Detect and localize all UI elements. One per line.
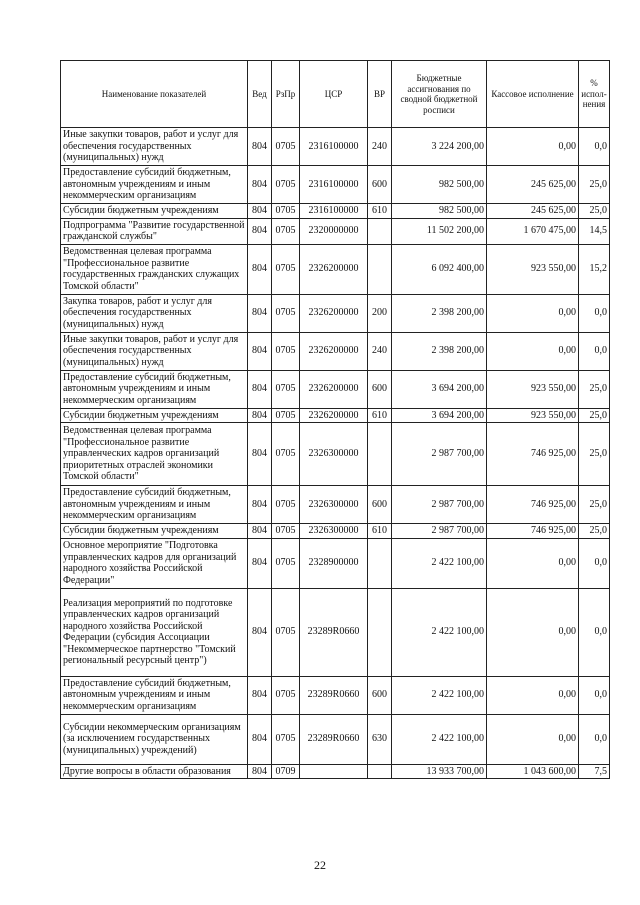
table-row <box>61 218 610 244</box>
row-budget: 982 500,00 <box>392 166 487 204</box>
row-cash: 0,00 <box>487 332 579 370</box>
table-row <box>61 676 610 714</box>
table-row <box>61 714 610 764</box>
table-row <box>61 294 610 332</box>
row-name: Субсидии бюджетным учреждениям <box>61 204 248 219</box>
row-pct: 7,5 <box>579 764 610 779</box>
row-vr: 240 <box>368 332 392 370</box>
row-rzpr: 0705 <box>272 128 300 166</box>
row-budget: 982 500,00 <box>392 204 487 219</box>
row-vr: 240 <box>368 128 392 166</box>
row-pct: 0,0 <box>579 588 610 676</box>
row-vr: 200 <box>368 294 392 332</box>
row-name: Субсидии бюджетным учреждениям <box>61 408 248 423</box>
row-rzpr: 0705 <box>272 676 300 714</box>
row-rzpr: 0705 <box>272 370 300 408</box>
row-pct: 15,2 <box>579 244 610 294</box>
table-row <box>61 423 610 486</box>
row-vr <box>368 588 392 676</box>
row-ved: 804 <box>248 128 272 166</box>
row-cash: 245 625,00 <box>487 204 579 219</box>
row-ved: 804 <box>248 204 272 219</box>
row-csr: 2326300000 <box>300 423 368 486</box>
row-csr: 2328900000 <box>300 538 368 588</box>
row-pct: 25,0 <box>579 370 610 408</box>
row-csr: 23289R0660 <box>300 714 368 764</box>
row-cash: 923 550,00 <box>487 408 579 423</box>
row-rzpr: 0705 <box>272 538 300 588</box>
row-vr <box>368 538 392 588</box>
row-rzpr: 0705 <box>272 244 300 294</box>
row-rzpr: 0705 <box>272 524 300 539</box>
row-pct: 25,0 <box>579 408 610 423</box>
row-vr: 610 <box>368 524 392 539</box>
row-vr: 600 <box>368 370 392 408</box>
row-rzpr: 0705 <box>272 294 300 332</box>
row-budget: 2 398 200,00 <box>392 332 487 370</box>
row-name: Ведомственная целевая программа "Профессиональное развитие управленческих кадров организаций приоритетных отраслей экономики Томской области" <box>61 423 248 486</box>
row-csr: 2326300000 <box>300 486 368 524</box>
row-csr: 2316100000 <box>300 204 368 219</box>
row-budget: 2 422 100,00 <box>392 538 487 588</box>
row-cash: 746 925,00 <box>487 524 579 539</box>
row-budget: 11 502 200,00 <box>392 218 487 244</box>
row-rzpr: 0705 <box>272 588 300 676</box>
row-ved: 804 <box>248 332 272 370</box>
row-pct: 25,0 <box>579 486 610 524</box>
row-csr: 23289R0660 <box>300 676 368 714</box>
header-vr: ВР <box>368 61 392 128</box>
table-row <box>61 244 610 294</box>
table-row <box>61 166 610 204</box>
row-budget: 3 694 200,00 <box>392 370 487 408</box>
page-number: 22 <box>314 858 326 872</box>
row-ved: 804 <box>248 408 272 423</box>
row-csr: 23289R0660 <box>300 588 368 676</box>
row-ved: 804 <box>248 538 272 588</box>
row-vr: 630 <box>368 714 392 764</box>
row-vr <box>368 218 392 244</box>
row-name: Подпрограмма "Развитие государственной гражданской службы" <box>61 218 248 244</box>
row-pct: 25,0 <box>579 166 610 204</box>
row-rzpr: 0705 <box>272 166 300 204</box>
row-csr: 2326200000 <box>300 332 368 370</box>
table-row <box>61 370 610 408</box>
row-pct: 0,0 <box>579 294 610 332</box>
table-row <box>61 408 610 423</box>
row-ved: 804 <box>248 714 272 764</box>
row-ved: 804 <box>248 370 272 408</box>
row-csr: 2316100000 <box>300 166 368 204</box>
row-ved: 804 <box>248 294 272 332</box>
row-name: Иные закупки товаров, работ и услуг для обеспечения государственных (муниципальных) нужд <box>61 332 248 370</box>
row-budget: 2 422 100,00 <box>392 714 487 764</box>
row-ved: 804 <box>248 486 272 524</box>
row-rzpr: 0705 <box>272 332 300 370</box>
row-csr: 2326300000 <box>300 524 368 539</box>
row-name: Другие вопросы в области образования <box>61 764 248 779</box>
row-ved: 804 <box>248 764 272 779</box>
row-cash: 0,00 <box>487 714 579 764</box>
row-rzpr: 0705 <box>272 204 300 219</box>
table-row <box>61 128 610 166</box>
header-pct: % испол-нения <box>579 61 610 128</box>
row-rzpr: 0705 <box>272 218 300 244</box>
row-cash: 746 925,00 <box>487 486 579 524</box>
header-budget: Бюджетные ассигнования по сводной бюджетной росписи <box>392 61 487 128</box>
row-cash: 245 625,00 <box>487 166 579 204</box>
row-rzpr: 0705 <box>272 486 300 524</box>
row-name: Закупка товаров, работ и услуг для обеспечения государственных (муниципальных) нужд <box>61 294 248 332</box>
row-pct: 0,0 <box>579 538 610 588</box>
row-cash: 0,00 <box>487 128 579 166</box>
row-pct: 0,0 <box>579 128 610 166</box>
budget-execution-table <box>60 60 610 779</box>
row-ved: 804 <box>248 588 272 676</box>
row-cash: 923 550,00 <box>487 370 579 408</box>
row-csr: 2320000000 <box>300 218 368 244</box>
table-body <box>61 128 610 779</box>
header-cash: Кассовое исполнение <box>487 61 579 128</box>
row-ved: 804 <box>248 218 272 244</box>
row-vr: 600 <box>368 166 392 204</box>
header-csr: ЦСР <box>300 61 368 128</box>
row-cash: 0,00 <box>487 676 579 714</box>
header-row <box>61 61 610 128</box>
header-ved: Вед <box>248 61 272 128</box>
table-row <box>61 204 610 219</box>
row-name: Предоставление субсидий бюджетным, автономным учреждениям и иным некоммерческим организациям <box>61 370 248 408</box>
row-ved: 804 <box>248 166 272 204</box>
row-rzpr: 0705 <box>272 423 300 486</box>
row-vr: 610 <box>368 408 392 423</box>
row-pct: 0,0 <box>579 332 610 370</box>
row-name: Ведомственная целевая программа "Профессиональное развитие государственных гражданских служащих Томской области" <box>61 244 248 294</box>
row-budget: 2 987 700,00 <box>392 423 487 486</box>
row-budget: 3 694 200,00 <box>392 408 487 423</box>
row-ved: 804 <box>248 676 272 714</box>
row-pct: 14,5 <box>579 218 610 244</box>
row-rzpr: 0709 <box>272 764 300 779</box>
row-vr <box>368 244 392 294</box>
row-name: Предоставление субсидий бюджетным, автономным учреждениям и иным некоммерческим организациям <box>61 166 248 204</box>
row-budget: 2 987 700,00 <box>392 524 487 539</box>
row-pct: 0,0 <box>579 676 610 714</box>
row-vr: 600 <box>368 486 392 524</box>
row-name: Предоставление субсидий бюджетным, автономным учреждениям и иным некоммерческим организациям <box>61 486 248 524</box>
row-csr: 2316100000 <box>300 128 368 166</box>
table-row <box>61 524 610 539</box>
header-name: Наименование показателей <box>61 61 248 128</box>
row-cash: 0,00 <box>487 588 579 676</box>
row-budget: 3 224 200,00 <box>392 128 487 166</box>
row-cash: 746 925,00 <box>487 423 579 486</box>
row-ved: 804 <box>248 244 272 294</box>
row-rzpr: 0705 <box>272 714 300 764</box>
row-csr: 2326200000 <box>300 370 368 408</box>
row-cash: 923 550,00 <box>487 244 579 294</box>
table-row <box>61 332 610 370</box>
row-budget: 2 987 700,00 <box>392 486 487 524</box>
row-cash: 0,00 <box>487 538 579 588</box>
row-vr: 600 <box>368 676 392 714</box>
row-vr <box>368 423 392 486</box>
row-csr: 2326200000 <box>300 244 368 294</box>
row-budget: 2 398 200,00 <box>392 294 487 332</box>
row-budget: 13 933 700,00 <box>392 764 487 779</box>
row-pct: 25,0 <box>579 204 610 219</box>
row-cash: 0,00 <box>487 294 579 332</box>
row-rzpr: 0705 <box>272 408 300 423</box>
row-name: Реализация мероприятий по подготовке управленческих кадров организаций народного хозяйства Российской Федерации (субсидия Ассоциации "Некоммерческое партнерство "Томский региональный ресурсный центр") <box>61 588 248 676</box>
table-row <box>61 764 610 779</box>
table-row <box>61 486 610 524</box>
row-ved: 804 <box>248 524 272 539</box>
header-rzpr: РзПр <box>272 61 300 128</box>
table-row <box>61 588 610 676</box>
row-name: Основное мероприятие "Подготовка управленческих кадров для организаций народного хозяйства Российской Федерации" <box>61 538 248 588</box>
row-name: Субсидии бюджетным учреждениям <box>61 524 248 539</box>
row-cash: 1 670 475,00 <box>487 218 579 244</box>
table-row <box>61 538 610 588</box>
row-pct: 0,0 <box>579 714 610 764</box>
row-vr <box>368 764 392 779</box>
row-budget: 2 422 100,00 <box>392 588 487 676</box>
row-csr: 2326200000 <box>300 408 368 423</box>
row-budget: 6 092 400,00 <box>392 244 487 294</box>
row-budget: 2 422 100,00 <box>392 676 487 714</box>
row-ved: 804 <box>248 423 272 486</box>
row-pct: 25,0 <box>579 524 610 539</box>
row-csr <box>300 764 368 779</box>
row-cash: 1 043 600,00 <box>487 764 579 779</box>
row-vr: 610 <box>368 204 392 219</box>
row-name: Иные закупки товаров, работ и услуг для обеспечения государственных (муниципальных) нужд <box>61 128 248 166</box>
row-name: Субсидии некоммерческим организациям (за исключением государственных (муниципальных) учреждений) <box>61 714 248 764</box>
row-name: Предоставление субсидий бюджетным, автономным учреждениям и иным некоммерческим организациям <box>61 676 248 714</box>
row-csr: 2326200000 <box>300 294 368 332</box>
row-pct: 25,0 <box>579 423 610 486</box>
